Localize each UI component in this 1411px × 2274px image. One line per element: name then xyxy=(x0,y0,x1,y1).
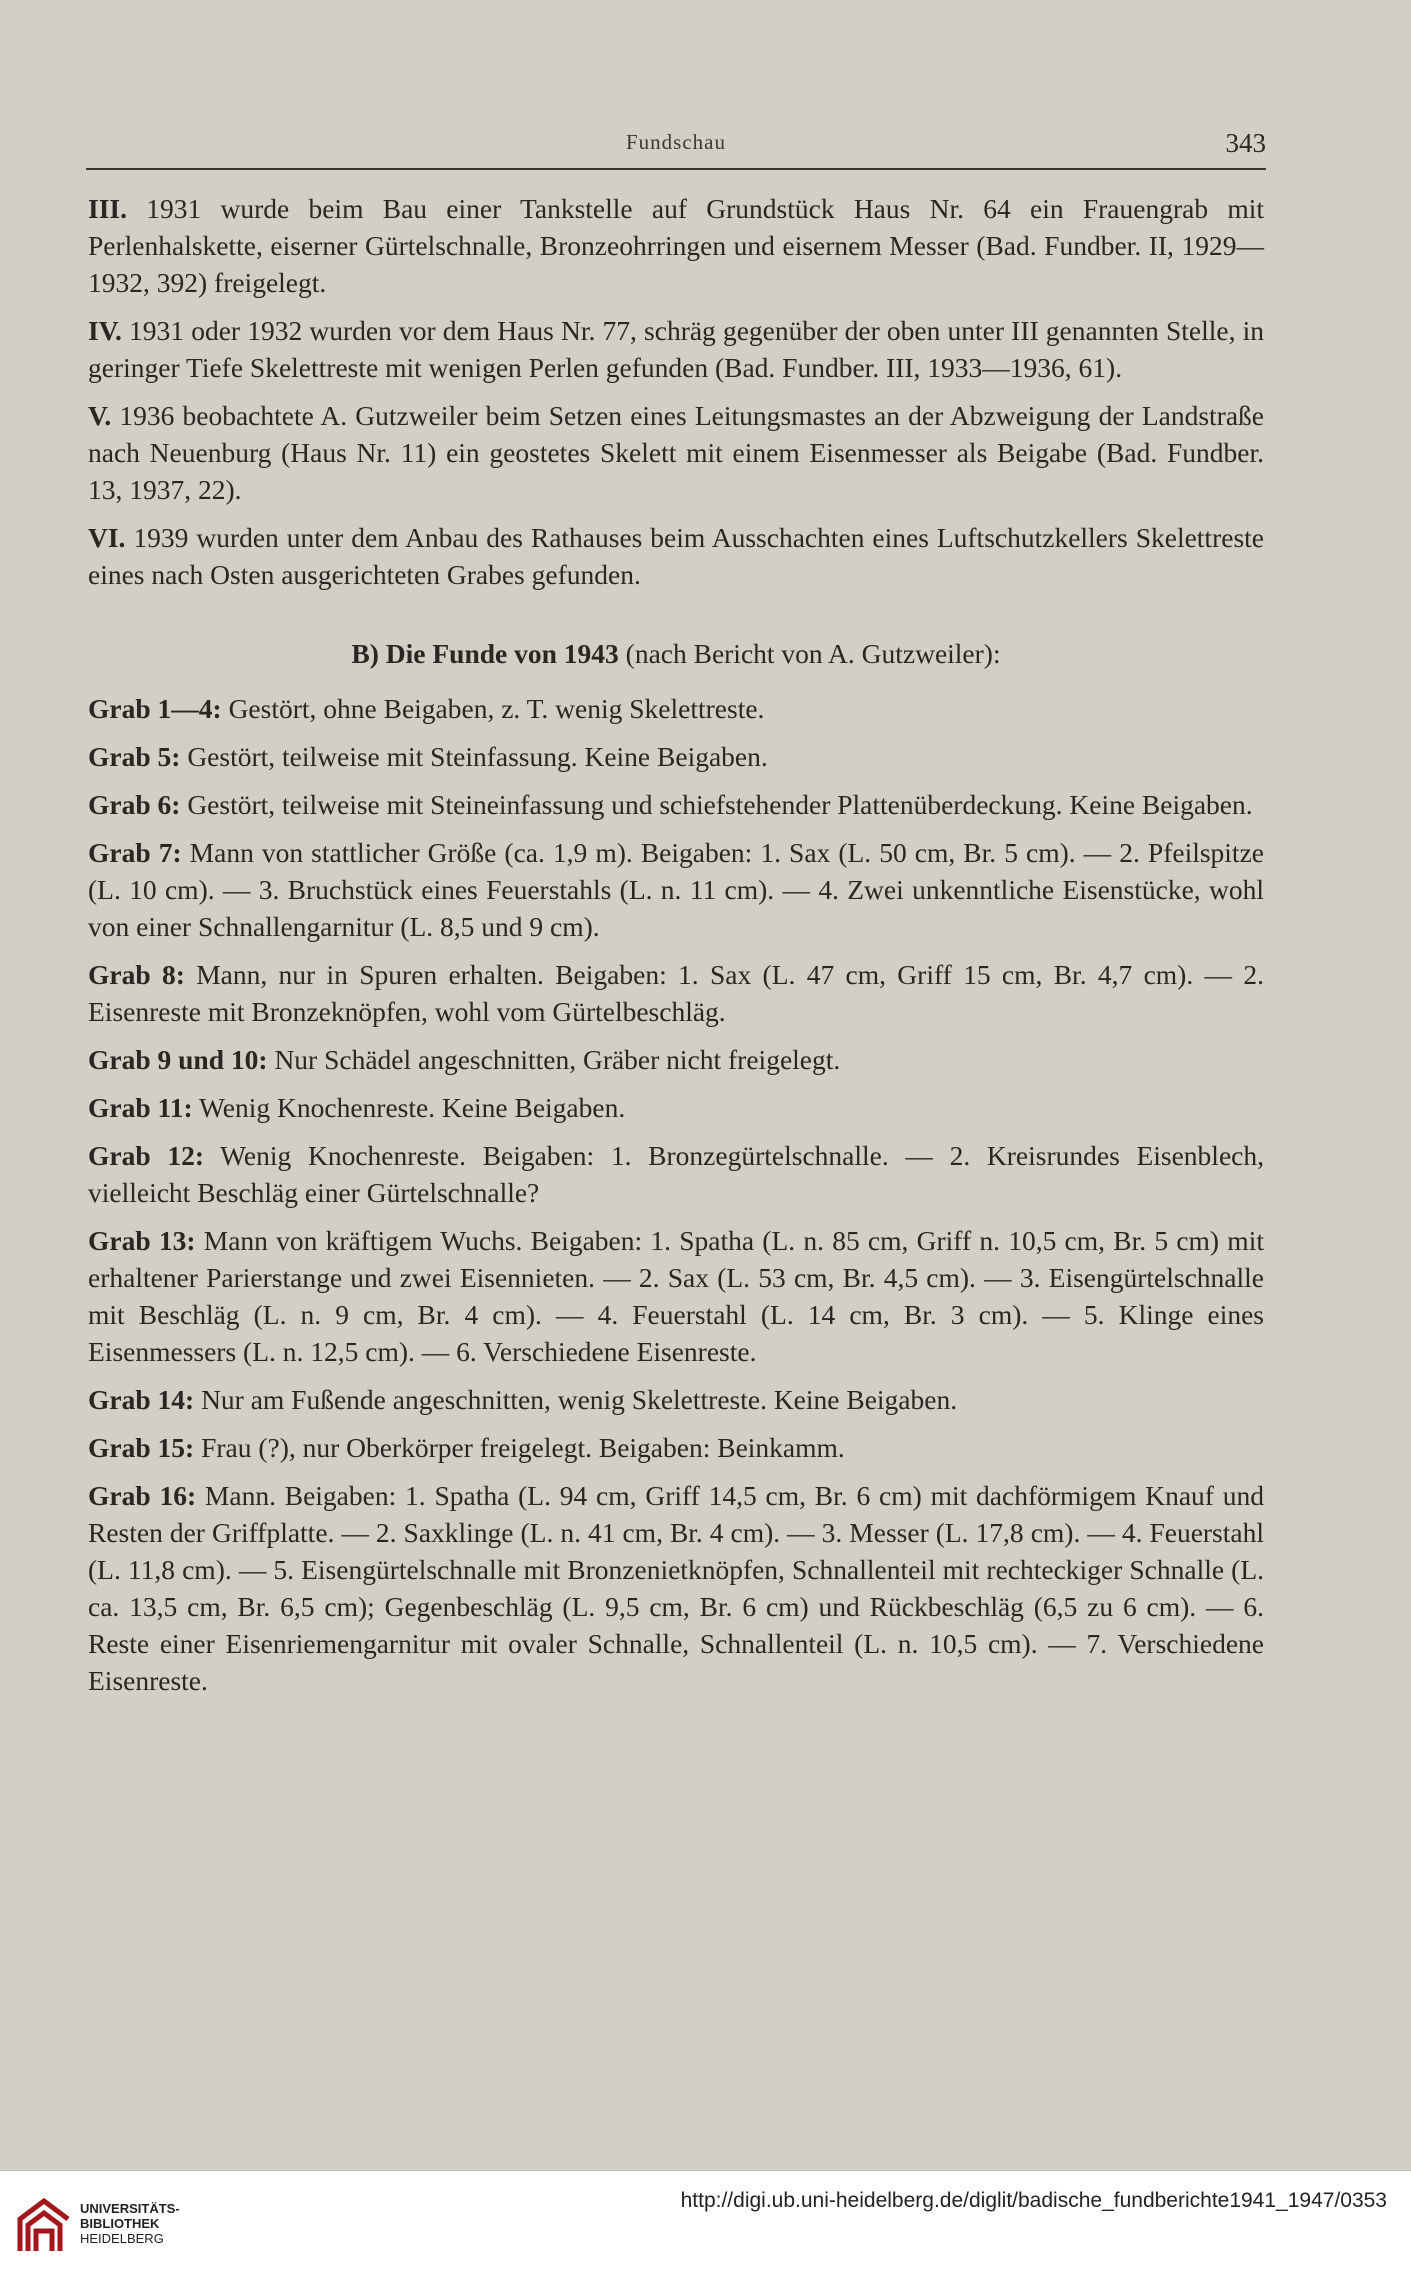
page-number: 343 xyxy=(1225,128,1266,158)
grave-entry-label: Grab 1—4: xyxy=(88,693,222,724)
find-report-label: VI. xyxy=(88,522,126,553)
find-report-text: 1931 wurde beim Bau einer Tankstelle auf Grundstück Haus Nr. 64 ein Frauengrab mit Perlenhalskette, eiserner Gürtelschnalle, Bronzeohrringen und eisernem Messer (Bad. Fundber. II, 1929—1932, 392) freigelegt. xyxy=(88,193,1264,298)
page-body xyxy=(88,190,1264,1710)
grave-entry-text: Wenig Knochenreste. Beigaben: 1. Bronzegürtelschnalle. — 2. Kreisrundes Eisenblech, vielleicht Beschläg einer Gürtelschnalle? xyxy=(88,1140,1264,1208)
grave-entry-text: Mann von stattlicher Größe (ca. 1,9 m). Beigaben: 1. Sax (L. 50 cm, Br. 5 cm). — 2. Pfeilspitze (L. 10 cm). — 3. Bruchstück eines Feuerstahls (L. n. 11 cm). — 4. Zwei unkenntliche Eisenstücke, wohl von einer Schnallengarnitur (L. 8,5 und 9 cm). xyxy=(88,837,1264,942)
find-reports-list xyxy=(88,190,1264,593)
grave-entry-label: Grab 8: xyxy=(88,959,185,990)
find-report-label: III. xyxy=(88,193,127,224)
library-line: BIBLIOTHEK xyxy=(80,2216,160,2231)
grave-entry-text: Nur am Fußende angeschnitten, wenig Skelettreste. Keine Beigaben. xyxy=(194,1384,958,1415)
section-heading xyxy=(88,635,1264,672)
grave-entry-label: Grab 7: xyxy=(88,837,182,868)
find-report-label: V. xyxy=(88,400,112,431)
grave-list xyxy=(88,690,1264,1699)
grave-entry xyxy=(88,1222,1264,1370)
running-header xyxy=(86,128,1266,170)
grave-entry-text: Mann. Beigaben: 1. Spatha (L. 94 cm, Griff 14,5 cm, Br. 6 cm) mit dachförmigem Knauf und Resten der Griffplatte. — 2. Saxklinge (L. n. 41 cm, Br. 4 cm). — 3. Messer (L. 17,8 cm). — 4. Feuerstahl (L. 11,8 cm). — 5. Eisengürtelschnalle mit Bronzenietknöpfen, Schnallenteil mit rechteckiger Schnalle (L. ca. 13,5 cm, Br. 6,5 cm); Gegenbeschläg (L. 9,5 cm, Br. 6 cm) und Rückbeschläg (6,5 zu 6 cm). — 6. Reste einer Eisenriemengarnitur mit ovaler Schnalle, Schnallenteil (L. n. 10,5 cm). — 7. Verschiedene Eisenreste. xyxy=(88,1480,1264,1696)
grave-entry xyxy=(88,690,1264,727)
grave-entry-text: Gestört, teilweise mit Steineinfassung und schiefstehender Plattenüberdeckung. Keine Beigaben. xyxy=(180,789,1253,820)
grave-entry-text: Gestört, teilweise mit Steinfassung. Keine Beigaben. xyxy=(180,741,768,772)
grave-entry-label: Grab 16: xyxy=(88,1480,197,1511)
grave-entry-label: Grab 6: xyxy=(88,789,181,820)
find-report-text: 1939 wurden unter dem Anbau des Rathauses beim Ausschachten eines Luftschutzkellers Skelettreste eines nach Osten ausgerichteten Grabes gefunden. xyxy=(88,522,1264,590)
section-heading-bold: B) Die Funde von 1943 xyxy=(351,638,619,669)
grave-entry xyxy=(88,956,1264,1030)
find-report-label: IV. xyxy=(88,315,122,346)
library-footer xyxy=(0,2170,1411,2274)
grave-entry xyxy=(88,786,1264,823)
find-report xyxy=(88,312,1264,386)
grave-entry-label: Grab 13: xyxy=(88,1225,196,1256)
grave-entry xyxy=(88,1477,1264,1699)
source-url-link[interactable]: http://digi.ub.uni-heidelberg.de/diglit/badische_fundberichte1941_1947/0353 xyxy=(680,2189,1387,2212)
find-report xyxy=(88,190,1264,301)
grave-entry xyxy=(88,834,1264,945)
running-title: Fundschau xyxy=(626,130,726,154)
grave-entry-text: Frau (?), nur Oberkörper freigelegt. Beigaben: Beinkamm. xyxy=(194,1432,845,1463)
grave-entry xyxy=(88,1041,1264,1078)
find-report-text: 1936 beobachtete A. Gutzweiler beim Setzen eines Leitungsmastes an der Abzweigung der Landstraße nach Neuenburg (Haus Nr. 11) ein geostetes Skelett mit einem Eisenmesser als Beigabe (Bad. Fundber. 13, 1937, 22). xyxy=(88,400,1264,505)
grave-entry-text: Mann, nur in Spuren erhalten. Beigaben: 1. Sax (L. 47 cm, Griff 15 cm, Br. 4,7 cm). — 2. Eisenreste mit Bronzeknöpfen, wohl vom Gürtelbeschläg. xyxy=(88,959,1264,1027)
library-logo-icon xyxy=(14,2197,74,2257)
grave-entry-text: Nur Schädel angeschnitten, Gräber nicht freigelegt. xyxy=(267,1044,841,1075)
grave-entry-label: Grab 15: xyxy=(88,1432,195,1463)
grave-entry-label: Grab 9 und 10: xyxy=(88,1044,268,1075)
find-report xyxy=(88,519,1264,593)
grave-entry-text: Wenig Knochenreste. Keine Beigaben. xyxy=(192,1092,626,1123)
grave-entry xyxy=(88,1089,1264,1126)
library-line: UNIVERSITÄTS- xyxy=(80,2201,180,2216)
library-line: HEIDELBERG xyxy=(80,2231,164,2246)
find-report xyxy=(88,397,1264,508)
grave-entry xyxy=(88,738,1264,775)
section-heading-rest: (nach Bericht von A. Gutzweiler): xyxy=(618,638,1001,669)
grave-entry-label: Grab 12: xyxy=(88,1140,204,1171)
grave-entry xyxy=(88,1429,1264,1466)
library-name xyxy=(80,2201,180,2246)
find-report-text: 1931 oder 1932 wurden vor dem Haus Nr. 77, schräg gegenüber der oben unter III genannten Stelle, in geringer Tiefe Skelettreste mit wenigen Perlen gefunden (Bad. Fundber. III, 1933—1936, 61). xyxy=(88,315,1264,383)
grave-entry xyxy=(88,1381,1264,1418)
grave-entry xyxy=(88,1137,1264,1211)
grave-entry-label: Grab 14: xyxy=(88,1384,195,1415)
grave-entry-text: Gestört, ohne Beigaben, z. T. wenig Skelettreste. xyxy=(221,693,765,724)
grave-entry-label: Grab 5: xyxy=(88,741,181,772)
grave-entry-label: Grab 11: xyxy=(88,1092,193,1123)
grave-entry-text: Mann von kräftigem Wuchs. Beigaben: 1. Spatha (L. n. 85 cm, Griff n. 10,5 cm, Br. 5 cm) mit erhaltener Parierstange und zwei Eisennieten. — 2. Sax (L. 53 cm, Br. 4,5 cm). — 3. Eisengürtelschnalle mit Beschläg (L. n. 9 cm, Br. 4 cm). — 4. Feuerstahl (L. 14 cm, Br. 3 cm). — 5. Klinge eines Eisenmessers (L. n. 12,5 cm). — 6. Verschiedene Eisenreste. xyxy=(88,1225,1264,1367)
